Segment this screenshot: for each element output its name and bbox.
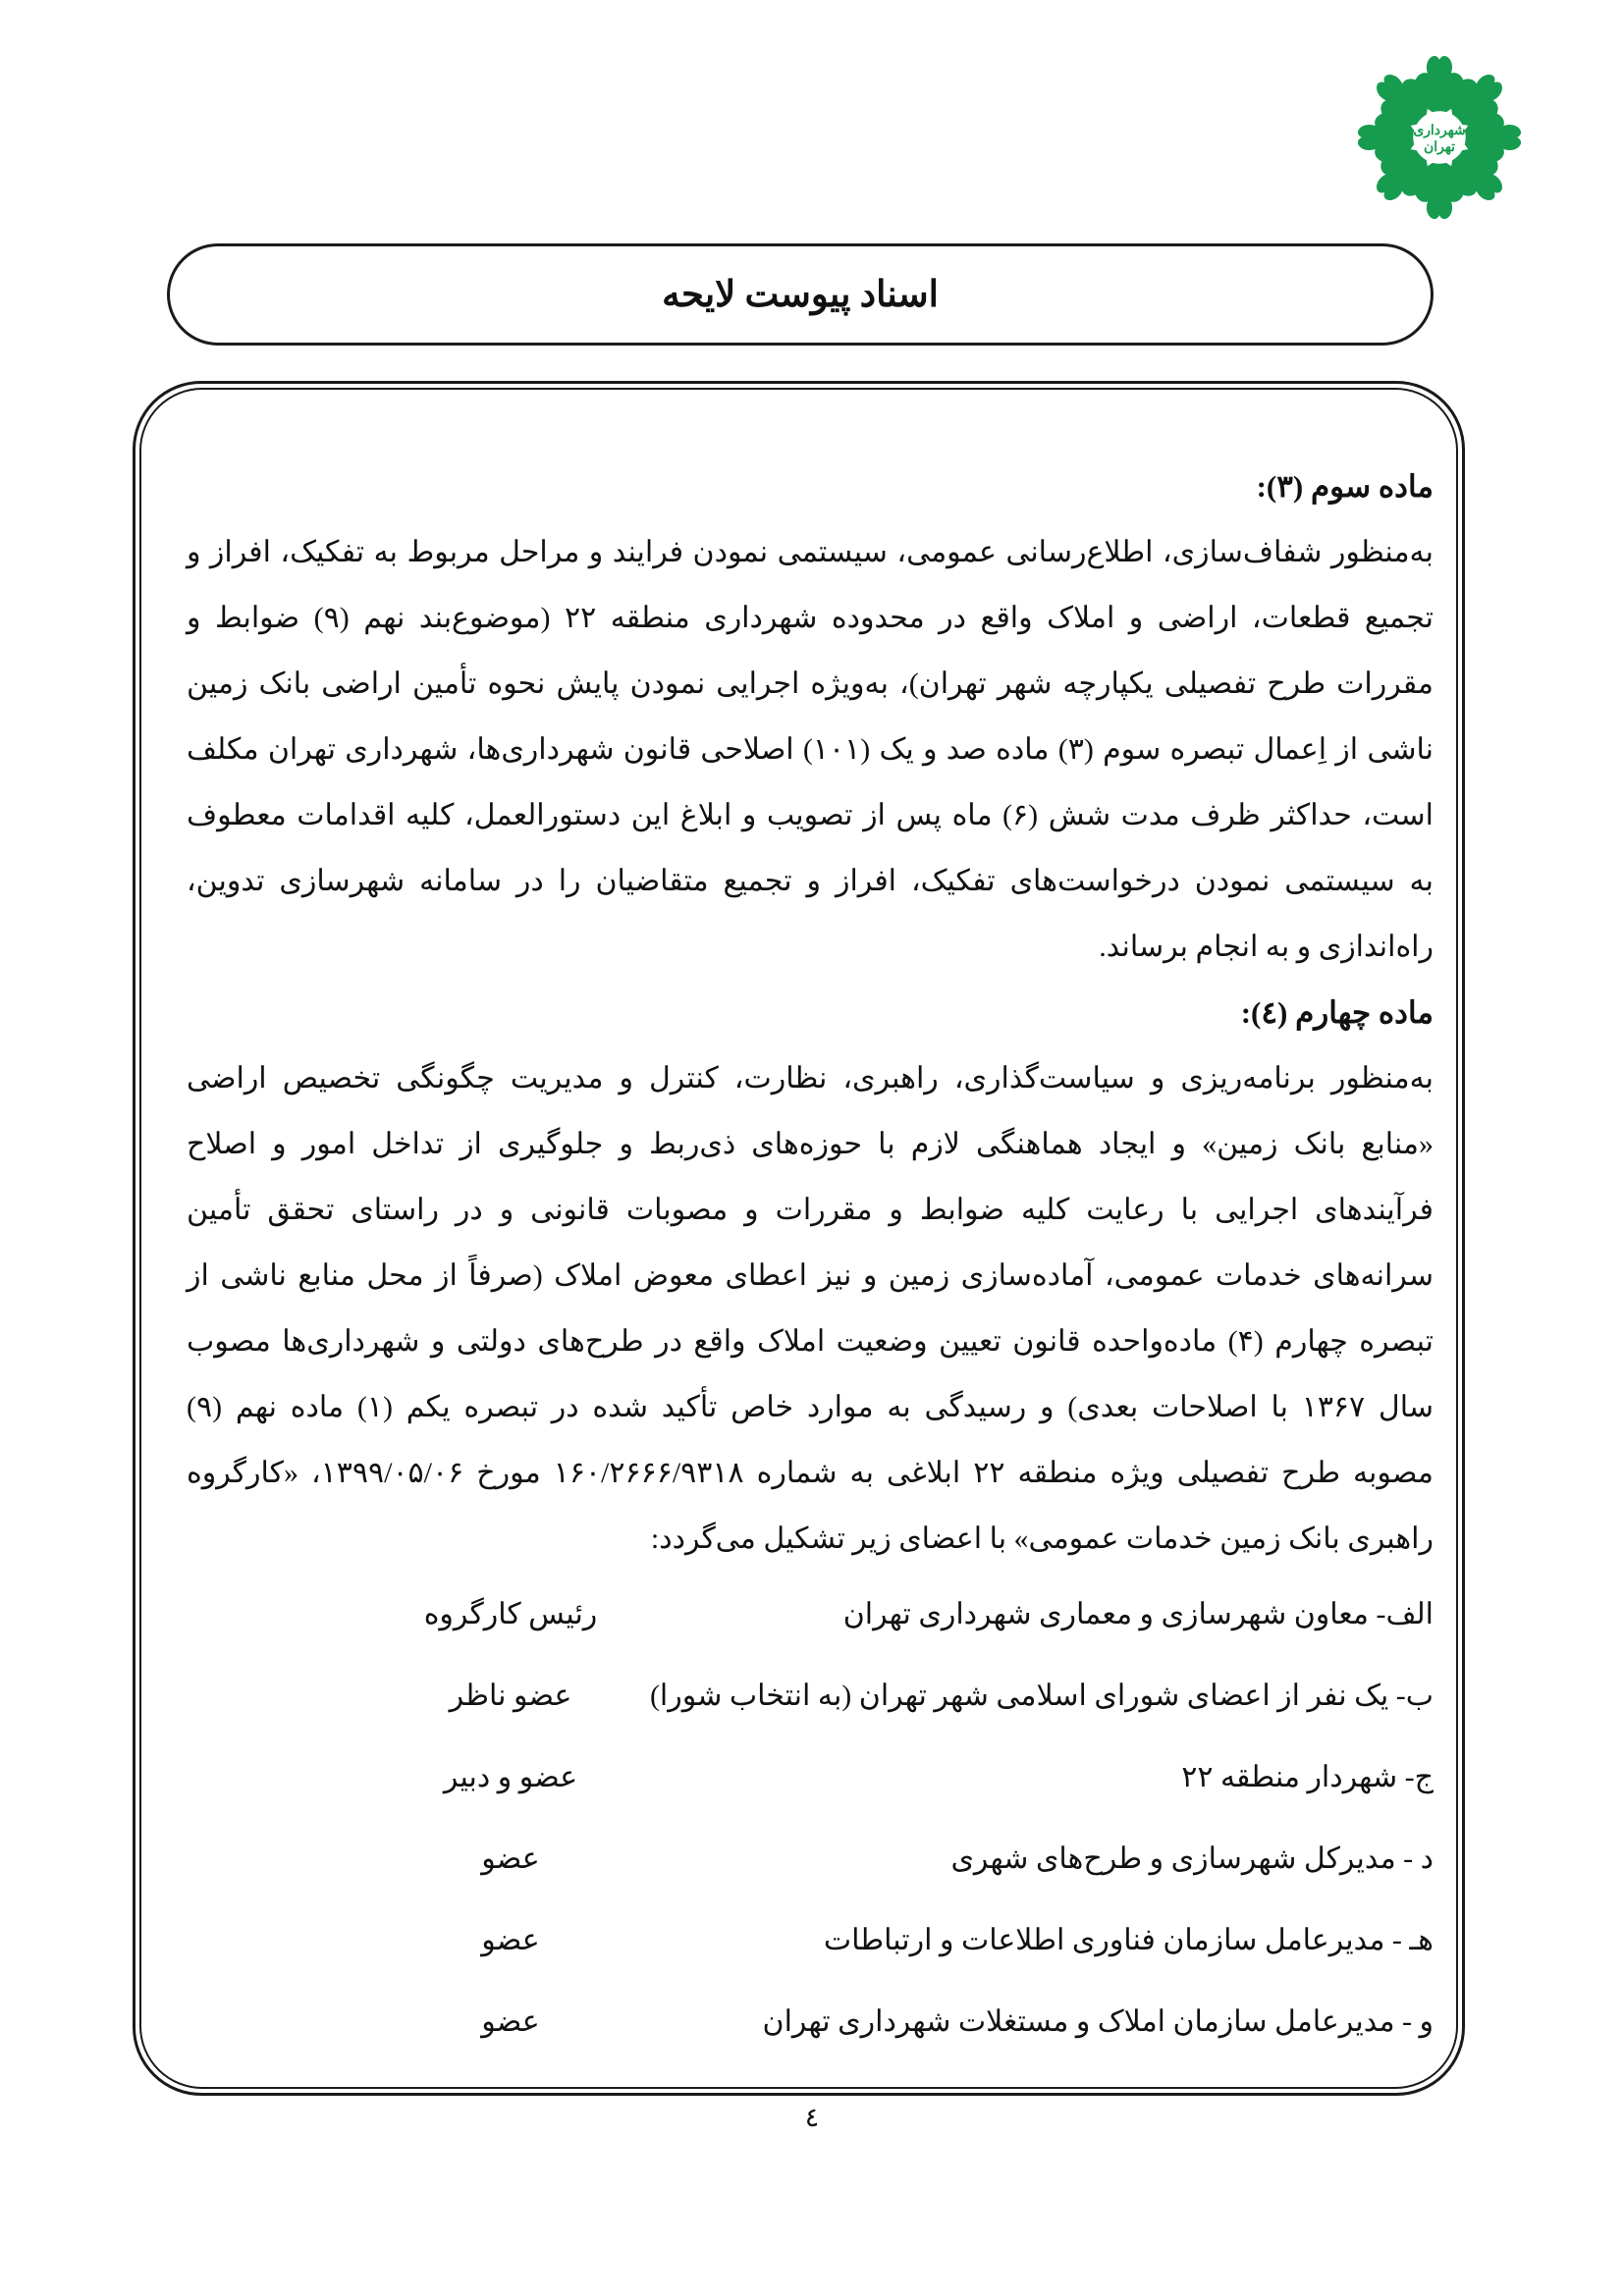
articles-content bbox=[187, 454, 1434, 1572]
paragraph-line: مقررات طرح تفصیلی یکپارچه شهر تهران)، به‌ویژه اجرایی نمودن پایش نحوه تأمین اراضی بانک زمین bbox=[187, 667, 1434, 700]
member-label: الف- معاون شهرسازی و معماری شهرداری تهران bbox=[842, 1598, 1434, 1630]
paragraph-line: راه‌اندازی و به انجام برساند. bbox=[1099, 931, 1434, 963]
member-row bbox=[187, 1655, 1434, 1736]
paragraph-line: ناشی از اِعمال تبصره سوم (۳) ماده صد و یک (۱۰۱) اصلاحی قانون شهرداری‌ها، شهرداری تهران مکلف bbox=[187, 733, 1434, 766]
member-row bbox=[187, 1574, 1434, 1655]
header-title-box bbox=[167, 243, 1434, 346]
member-role: عضو bbox=[481, 1842, 540, 1875]
paragraph-line: فرآیندهای اجرایی با رعایت کلیه ضوابط و مقررات و مصوبات قانونی و در راستای تحقق تأمین bbox=[187, 1194, 1434, 1226]
article-3-paragraph bbox=[187, 519, 1434, 980]
members-list bbox=[187, 1574, 1434, 2062]
member-role: عضو و دبیر bbox=[443, 1761, 578, 1793]
article-4-paragraph bbox=[187, 1045, 1434, 1572]
member-row bbox=[187, 1818, 1434, 1899]
paragraph-line: به‌منظور برنامه‌ریزی و سیاست‌گذاری، راهبری، نظارت، کنترل و مدیریت چگونگی تخصیص اراضی bbox=[187, 1062, 1434, 1095]
paragraph-line: به سیستمی نمودن درخواست‌های تفکیک، افراز و تجمیع متقاضیان را در سامانه شهرسازی تدوین، bbox=[187, 865, 1434, 897]
document-title: اسناد پیوست لایحه bbox=[662, 275, 939, 315]
paragraph-line: سرانه‌های خدمات عمومی، آماده‌سازی زمین و نیز اعطای معوض املاک (صرفاً از محل منابع ناشی از bbox=[187, 1259, 1434, 1292]
paragraph-line: «منابع بانک زمین» و ایجاد هماهنگی لازم با حوزه‌های ذی‌ربط و جلوگیری از تداخل امور و اصلاح bbox=[187, 1128, 1434, 1160]
paragraph-line: تبصره چهارم (۴) ماده‌واحده قانون تعیین وضعیت املاک واقع در طرح‌های دولتی و شهرداری‌ها مصوب bbox=[187, 1325, 1434, 1358]
paragraph-line: راهبری بانک زمین خدمات عمومی» با اعضای زیر تشکیل می‌گردد: bbox=[650, 1522, 1434, 1555]
member-row bbox=[187, 1981, 1434, 2062]
logo-text-line1: شهرداری bbox=[1413, 123, 1466, 138]
member-label: د - مدیرکل شهرسازی و طرح‌های شهری bbox=[950, 1842, 1434, 1875]
page-number: ٤ bbox=[804, 2103, 820, 2132]
member-row bbox=[187, 1899, 1434, 1981]
paragraph-line: مصوبه طرح تفصیلی ویژه منطقه ۲۲ ابلاغی به شماره ۱۶۰/۲۶۶۶/۹۳۱۸ مورخ ۱۳۹۹/۰۵/۰۶، «کارگروه bbox=[187, 1457, 1434, 1489]
member-label: ج- شهردار منطقه ۲۲ bbox=[1181, 1761, 1434, 1793]
member-role: عضو bbox=[481, 2005, 540, 2038]
member-role: رئیس کارگروه bbox=[423, 1598, 598, 1630]
tehran-municipality-logo-icon bbox=[1342, 37, 1537, 238]
member-role: عضو ناظر bbox=[449, 1680, 572, 1712]
article-3-heading: ماده سوم (۳): bbox=[1256, 469, 1434, 504]
logo-svg bbox=[1342, 37, 1537, 238]
member-label: ب- یک نفر از اعضای شورای اسلامی شهر تهران (به انتخاب شورا) bbox=[649, 1680, 1434, 1712]
logo-text-line2: تهران bbox=[1424, 138, 1455, 154]
article-4-heading: ماده چهارم (٤): bbox=[1240, 995, 1434, 1030]
member-label: هـ - مدیرعامل سازمان فناوری اطلاعات و ارتباطات bbox=[823, 1924, 1434, 1956]
paragraph-line: تجمیع قطعات، اراضی و املاک واقع در محدوده شهرداری منطقه ۲۲ (موضوع‌بند نهم (۹) ضوابط و bbox=[187, 602, 1434, 634]
member-row bbox=[187, 1736, 1434, 1818]
paragraph-line: است، حداکثر ظرف مدت شش (۶) ماه پس از تصویب و ابلاغ این دستورالعمل، کلیه اقدامات معطوف bbox=[187, 799, 1434, 831]
paragraph-line: به‌منظور شفاف‌سازی، اطلاع‌رسانی عمومی، سیستمی نمودن فرایند و مراحل مربوط به تفکیک، افراز و bbox=[187, 536, 1434, 568]
member-label: و - مدیرعامل سازمان املاک و مستغلات شهرداری تهران bbox=[762, 2005, 1434, 2038]
paragraph-line: سال ۱۳۶۷ با اصلاحات بعدی) و رسیدگی به موارد خاص تأکید شده در تبصره یکم (۱) ماده نهم (۹) bbox=[187, 1391, 1434, 1423]
member-role: عضو bbox=[481, 1924, 540, 1956]
